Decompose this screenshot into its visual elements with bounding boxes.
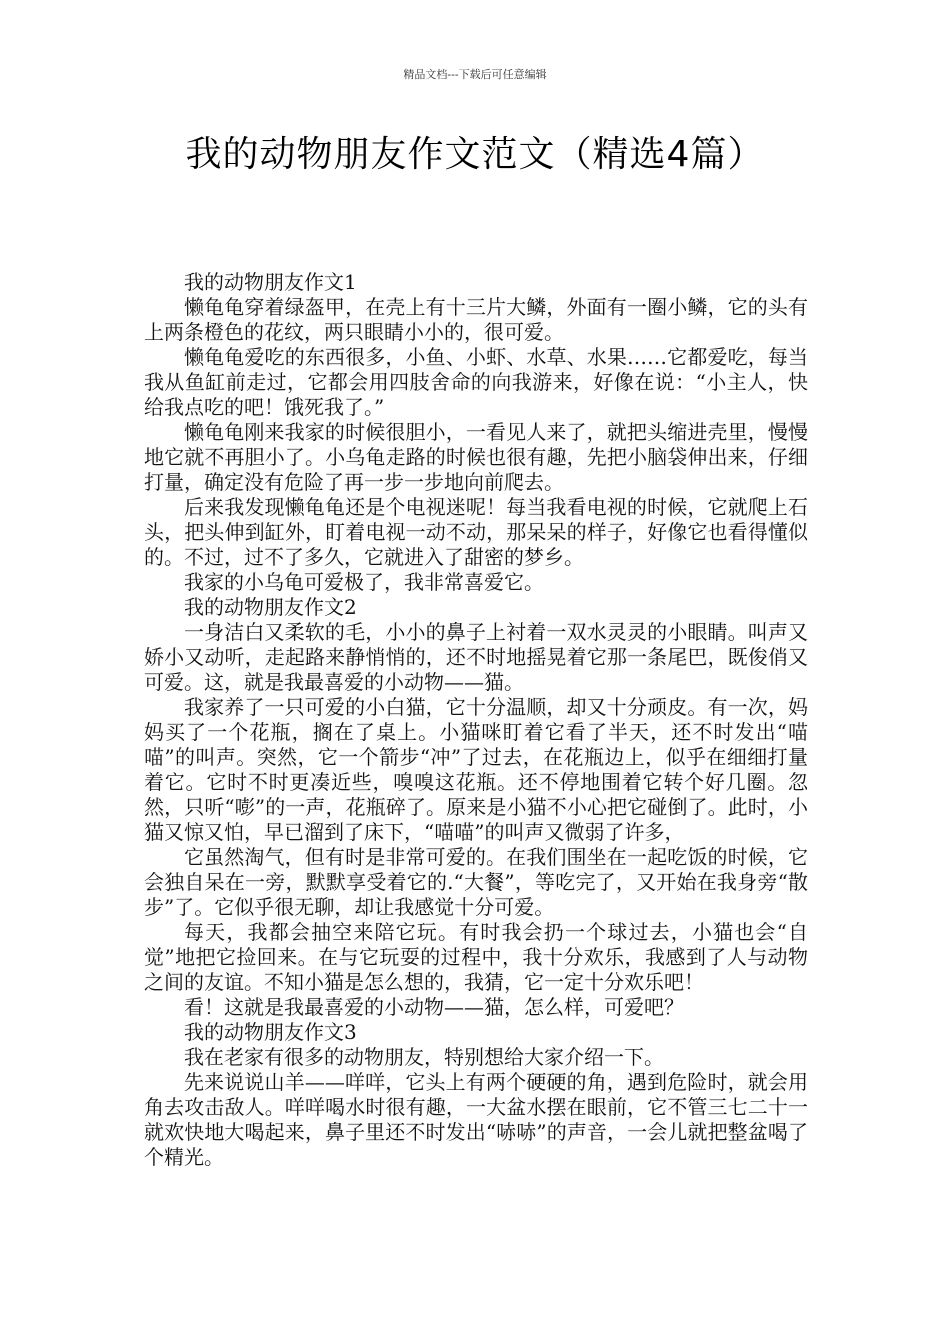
paragraph: 它虽然淘气，但有时是非常可爱的。在我们围坐在一起吃饭的时候，它会独自呆在一旁，默默享受着它的.“大餐”，等吃完了，又开始在我身旁“散步”了。它似乎很无聊，却让我感觉十分可爱。 <box>144 845 808 919</box>
paragraph: 一身洁白又柔软的毛，小小的鼻子上衬着一双水灵灵的小眼睛。叫声又娇小又动听，走起路来静悄悄的，还不时地摇晃着它那一条尾巴，既俊俏又可爱。这，就是我最喜爱的小动物——猫。 <box>144 620 808 694</box>
paragraph: 我在老家有很多的动物朋友，特别想给大家介绍一下。 <box>184 1045 664 1069</box>
paragraph: 看！这就是我最喜爱的小动物——猫，怎么样，可爱吧？ <box>184 995 684 1019</box>
paragraph: 懒龟龟爱吃的东西很多，小鱼、小虾、水草、水果……它都爱吃，每当我从鱼缸前走过，它都会用四肢舍命的向我游来，好像在说：“小主人，快给我点吃的吧！饿死我了。” <box>144 345 808 419</box>
header-note: 精品文档---下载后可任意编辑 <box>403 68 547 81</box>
paragraph: 我家的小乌龟可爱极了，我非常喜爱它。 <box>184 570 544 594</box>
paragraph: 后来我发现懒龟龟还是个电视迷呢！每当我看电视的时候，它就爬上石头，把头伸到缸外，盯着电视一动不动，那呆呆的样子，好像它也看得懂似的。不过，过不了多久，它就进入了甜密的梦乡。 <box>144 495 808 569</box>
section-heading-3: 我的动物朋友作文3 <box>184 1020 357 1044</box>
section-heading-1: 我的动物朋友作文1 <box>184 270 357 294</box>
section-heading-2: 我的动物朋友作文2 <box>184 595 357 619</box>
paragraph: 懒龟龟穿着绿盔甲，在壳上有十三片大鳞，外面有一圈小鳞，它的头有上两条橙色的花纹，两只眼睛小小的，很可爱。 <box>144 295 808 344</box>
paragraph: 先来说说山羊——咩咩，它头上有两个硬硬的角，遇到危险时，就会用角去攻击敌人。咩咩喝水时很有趣，一大盆水摆在眼前，它不管三七二十一就欢快地大喝起来，鼻子里还不时发出“哧哧”的声音，一会儿就把整盆喝了个精光。 <box>144 1070 808 1169</box>
document-title: 我的动物朋友作文范文（精选4篇） <box>185 134 765 175</box>
paragraph: 懒龟龟刚来我家的时候很胆小，一看见人来了，就把头缩进壳里，慢慢地它就不再胆小了。小乌龟走路的时候也很有趣，先把小脑袋伸出来，仔细打量，确定没有危险了再一步一步地向前爬去。 <box>144 420 808 494</box>
paragraph: 我家养了一只可爱的小白猫，它十分温顺，却又十分顽皮。有一次，妈妈买了一个花瓶，搁在了桌上。小猫咪盯着它看了半天，还不时发出“喵喵”的叫声。突然，它一个箭步“冲”了过去，在花瓶边上，似乎在细细打量着它。它时不时更凑近些，嗅嗅这花瓶。还不停地围着它转个好几圈。忽然，只听“嘭”的一声，花瓶碎了。原来是小猫不小心把它碰倒了。此时，小猫又惊又怕，早已溜到了床下，“喵喵”的叫声又微弱了许多， <box>144 695 808 844</box>
document-body <box>144 270 808 1170</box>
paragraph: 每天，我都会抽空来陪它玩。有时我会扔一个球过去，小猫也会“自觉”地把它捡回来。在与它玩耍的过程中，我十分欢乐，我感到了人与动物之间的友谊。不知小猫是怎么想的，我猜，它一定十分欢乐吧！ <box>144 920 808 994</box>
